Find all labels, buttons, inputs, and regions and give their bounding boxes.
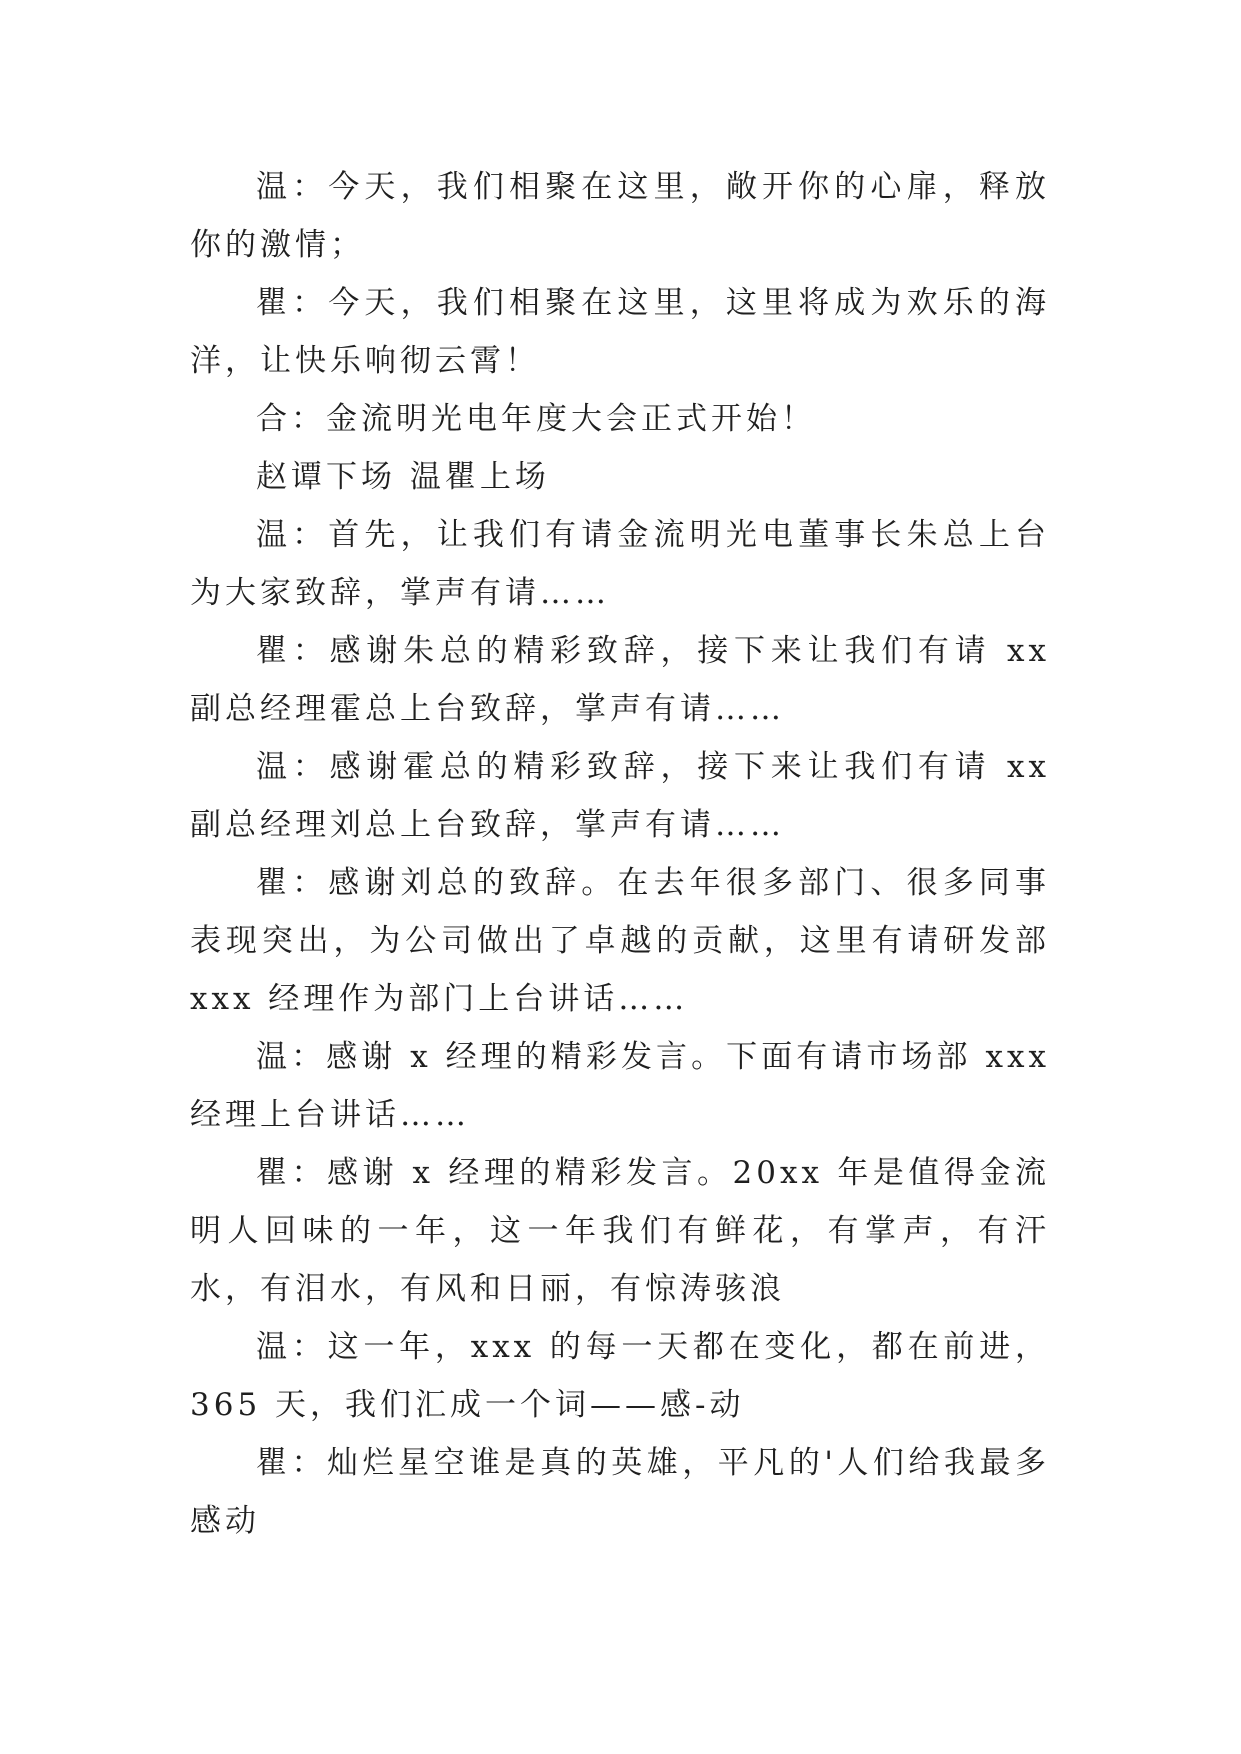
- paragraph: 合：金流明光电年度大会正式开始！: [256, 401, 816, 437]
- paragraph: 瞿：感谢 x 经理的精彩发言。20xx 年是值得金流明人回味的一年，这一年我们有鲜花，有掌声，有汗水，有泪水，有风和日丽，有惊涛骇浪: [190, 1155, 1050, 1307]
- paragraph: 赵谭下场 温瞿上场: [256, 459, 550, 495]
- paragraph: 温：今天，我们相聚在这里，敞开你的心扉，释放你的激情；: [190, 169, 1050, 263]
- document-body: [190, 158, 1050, 1550]
- paragraph: 温：首先，让我们有请金流明光电董事长朱总上台为大家致辞，掌声有请……: [190, 517, 1050, 611]
- paragraph: 瞿：感谢朱总的精彩致辞，接下来让我们有请 xx 副总经理霍总上台致辞，掌声有请……: [190, 633, 1050, 727]
- paragraph: 温：感谢霍总的精彩致辞，接下来让我们有请 xx 副总经理刘总上台致辞，掌声有请……: [190, 749, 1050, 843]
- paragraph: 瞿：感谢刘总的致辞。在去年很多部门、很多同事表现突出，为公司做出了卓越的贡献，这里有请研发部 xxx 经理作为部门上台讲话……: [190, 865, 1050, 1017]
- paragraph: 瞿：灿烂星空谁是真的英雄，平凡的'人们给我最多感动: [190, 1445, 1050, 1539]
- paragraph: 瞿：今天，我们相聚在这里，这里将成为欢乐的海洋，让快乐响彻云霄！: [190, 285, 1050, 379]
- paragraph: 温：感谢 x 经理的精彩发言。下面有请市场部 xxx 经理上台讲话……: [190, 1039, 1050, 1133]
- paragraph: 温：这一年，xxx 的每一天都在变化，都在前进，365 天，我们汇成一个词——感-动: [190, 1329, 1050, 1423]
